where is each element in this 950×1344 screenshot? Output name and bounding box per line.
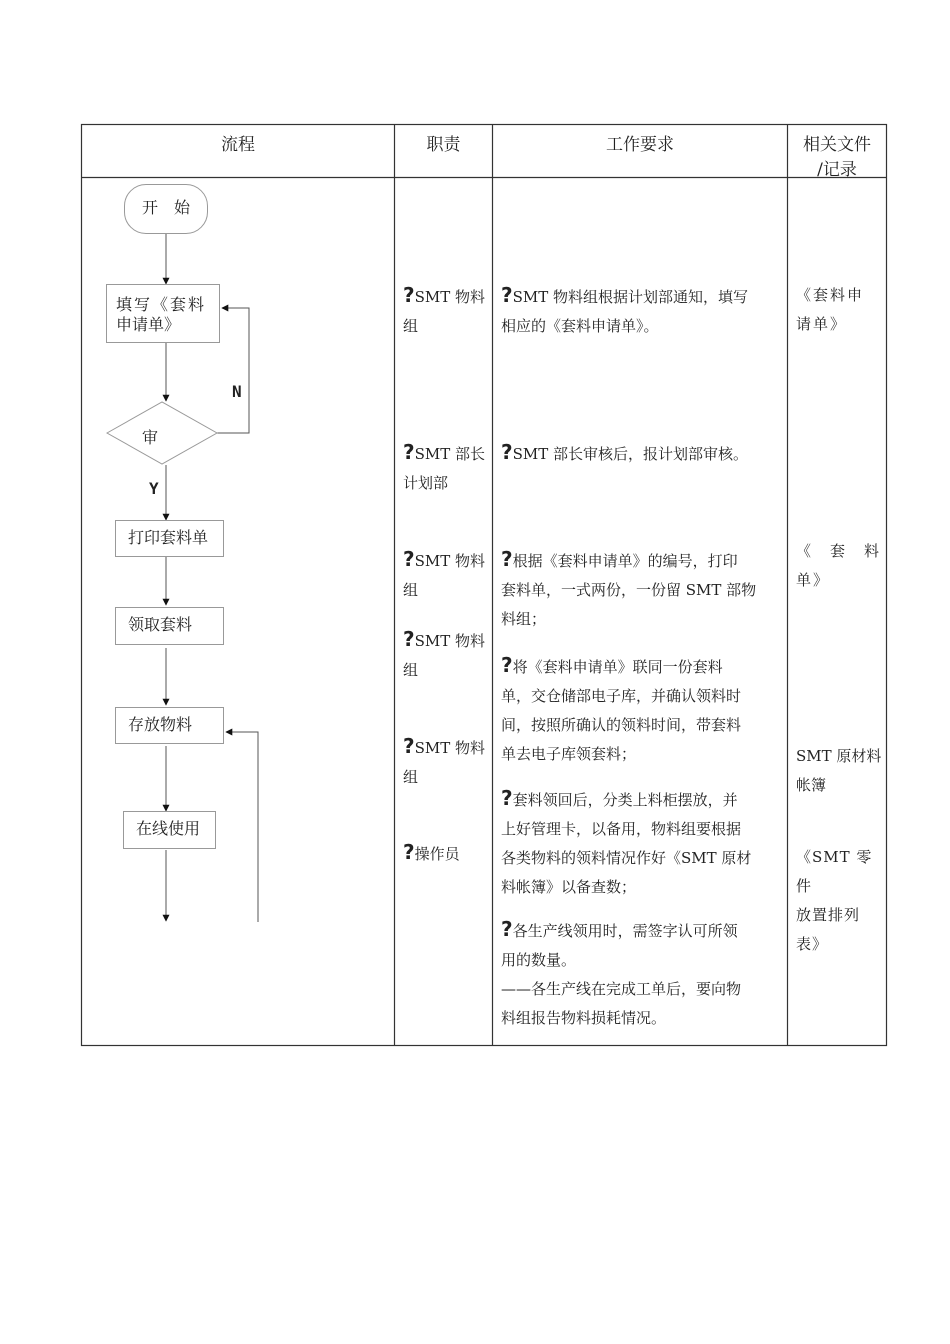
requirement-item: ?SMT 物料组根据计划部通知，填写 相应的《套料申请单》。 xyxy=(501,283,749,335)
requirement-item: ?套料领回后，分类上料柜摆放，并 上好管理卡，以备用，物料组要根据 各类物料的领料情况作好《SMT 原材 料帐簿》以备查数； xyxy=(501,786,752,896)
requirement-item: ?各生产线领用时，需签字认可所领 用的数量。 ——各生产线在完成工单后，要向物 料组报告物料损耗情况。 xyxy=(501,917,742,1027)
bullet-icon: ? xyxy=(403,283,415,307)
duty-item: ?SMT 物料 组 xyxy=(403,627,486,679)
bullet-icon: ? xyxy=(501,440,513,464)
bullet-icon: ? xyxy=(403,547,415,571)
duty-item: ?SMT 物料 组 xyxy=(403,283,486,335)
fill-request-line2: 申请单》 xyxy=(116,315,181,334)
bullet-icon: ? xyxy=(501,917,513,941)
document-item: 《 套 料 单》 xyxy=(796,542,882,589)
bullet-icon: ? xyxy=(403,627,415,651)
document-item: 《SMT 零件 放置排列 表》 xyxy=(796,848,873,953)
requirement-item: ?根据《套料申请单》的编号，打印 套料单，一式两份，一份留 SMT 部物 料组； xyxy=(501,547,757,628)
yes-label: Y xyxy=(149,479,159,498)
requirement-item: ?将《套料申请单》联同一份套料 单，交仓储部电子库，并确认领料时 间，按照所确认的领料时间，带套料 单去电子库领套料； xyxy=(501,653,742,763)
bullet-icon: ? xyxy=(403,840,415,864)
review-diamond xyxy=(107,402,217,464)
no-label: N xyxy=(232,382,242,401)
bullet-icon: ? xyxy=(501,283,513,307)
bullet-icon: ? xyxy=(501,547,513,571)
document-item: SMT 原材料 帐簿 xyxy=(796,747,882,794)
document-item: 《套料申 请单》 xyxy=(796,286,865,333)
fill-request-node xyxy=(106,284,220,343)
bullet-icon: ? xyxy=(501,786,513,810)
header-documents-line1: 相关文件 xyxy=(803,135,871,155)
receive-node: 领取套料 xyxy=(115,607,224,645)
duty-item: ?SMT 物料 组 xyxy=(403,547,486,599)
duty-item: ?SMT 部长 计划部 xyxy=(403,440,486,492)
header-duty: 职责 xyxy=(426,135,461,155)
requirement-item: ?SMT 部长审核后，报计划部审核。 xyxy=(501,440,749,464)
bullet-icon: ? xyxy=(403,440,415,464)
duty-item: ?操作员 xyxy=(403,840,460,864)
start-node: 开 始 xyxy=(124,184,208,234)
header-requirements: 工作要求 xyxy=(606,135,674,155)
store-node: 存放物料 xyxy=(115,707,224,744)
header-flow: 流程 xyxy=(221,135,255,155)
review-label: 审 xyxy=(142,428,159,447)
header-documents-line2: /记录 xyxy=(817,160,857,180)
bullet-icon: ? xyxy=(501,653,513,677)
print-node: 打印套料单 xyxy=(115,520,224,557)
bullet-icon: ? xyxy=(403,734,415,758)
duty-item: ?SMT 物料 组 xyxy=(403,734,486,786)
use-node: 在线使用 xyxy=(123,811,216,849)
fill-request-line1: 填写《套料 xyxy=(116,295,207,314)
